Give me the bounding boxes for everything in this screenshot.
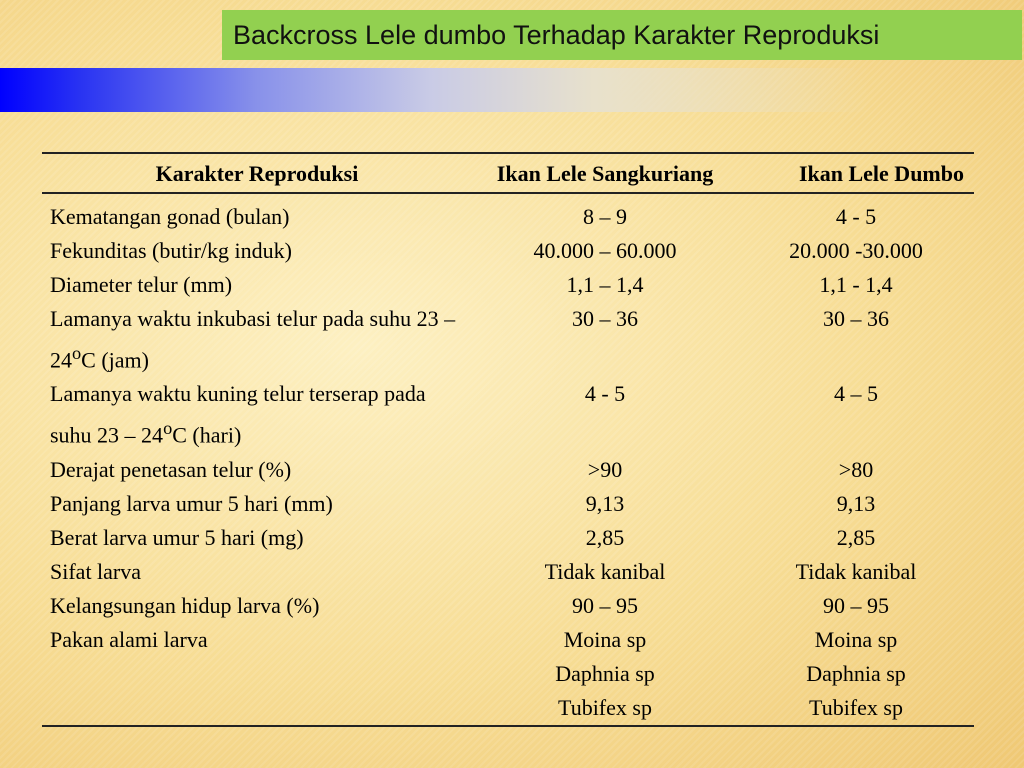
value-dumbo: 4 - 5 — [835, 204, 877, 229]
value-dumbo: 30 – 36 — [823, 306, 889, 331]
row-label-text: Lamanya waktu kuning telur terserap pada suhu 23 – 24 — [50, 381, 426, 448]
row-label-text: Lamanya waktu inkubasi telur pada suhu 23 – 24 — [50, 306, 456, 373]
row-label-suffix: C (jam) — [81, 347, 149, 373]
value-sangkuriang: 4 - 5 — [584, 381, 626, 407]
row-label — [42, 302, 472, 377]
value-dumbo: 4 – 5 — [834, 381, 878, 407]
header-sangkuriang: Ikan Lele Sangkuriang — [496, 161, 714, 186]
table-row — [42, 268, 974, 302]
value-dumbo: 1,1 - 1,4 — [819, 272, 893, 297]
value-sangkuriang: 8 – 9 — [583, 204, 627, 229]
value-dumbo: 20.000 -30.000 — [789, 238, 923, 263]
row-label: Diameter telur (mm) — [50, 272, 233, 297]
value-dumbo: 90 – 95 — [823, 592, 889, 618]
accent-bar — [0, 68, 1024, 112]
degree-superscript: o — [163, 418, 173, 439]
value-dumbo: 2,85 — [836, 524, 876, 550]
reproduction-table-container — [42, 152, 974, 727]
value-dumbo: >80 — [838, 456, 874, 482]
table-row — [42, 193, 974, 234]
value-sangkuriang: >90 — [587, 456, 623, 482]
row-label-suffix: C (hari) — [172, 422, 242, 448]
reproduction-table — [42, 152, 974, 727]
table-row — [42, 487, 974, 521]
value-dumbo: Tidak kanibal — [795, 558, 917, 584]
value-sangkuriang: 1,1 – 1,4 — [566, 272, 644, 297]
header-dumbo: Ikan Lele Dumbo — [798, 161, 964, 186]
slide-title: Backcross Lele dumbo Terhadap Karakter Reproduksi — [222, 10, 1022, 60]
degree-superscript: o — [72, 343, 82, 363]
value-sangkuriang: 2,85 — [585, 524, 625, 550]
table-row — [42, 302, 974, 377]
table-row — [42, 589, 974, 623]
header-karakter: Karakter Reproduksi — [155, 161, 359, 186]
row-label: Pakan alami larva — [50, 626, 208, 652]
row-label: Kematangan gonad (bulan) — [50, 204, 290, 229]
row-label: Derajat penetasan telur (%) — [50, 456, 292, 482]
value-dumbo: 9,13 — [836, 490, 876, 516]
row-label: Fekunditas (butir/kg induk) — [50, 238, 292, 263]
row-label: Kelangsungan hidup larva (%) — [50, 592, 320, 618]
table-row — [42, 234, 974, 268]
table-row — [42, 521, 974, 555]
table-header-row — [42, 153, 974, 193]
value-dumbo: Moina sp Daphnia sp Tubifex sp — [806, 626, 906, 720]
value-sangkuriang: Moina sp Daphnia sp Tubifex sp — [555, 626, 655, 720]
value-sangkuriang: 30 – 36 — [572, 306, 638, 331]
table-row — [42, 555, 974, 589]
value-sangkuriang: 9,13 — [585, 490, 625, 516]
value-sangkuriang: 90 – 95 — [572, 592, 638, 618]
value-sangkuriang: Tidak kanibal — [544, 558, 666, 584]
table-row — [42, 377, 974, 452]
row-label: Panjang larva umur 5 hari (mm) — [50, 490, 333, 516]
table-row — [42, 453, 974, 487]
row-label — [42, 377, 472, 452]
row-label: Sifat larva — [50, 558, 142, 584]
row-label: Berat larva umur 5 hari (mg) — [50, 524, 304, 550]
table-row — [42, 623, 974, 726]
value-sangkuriang: 40.000 – 60.000 — [533, 238, 677, 263]
